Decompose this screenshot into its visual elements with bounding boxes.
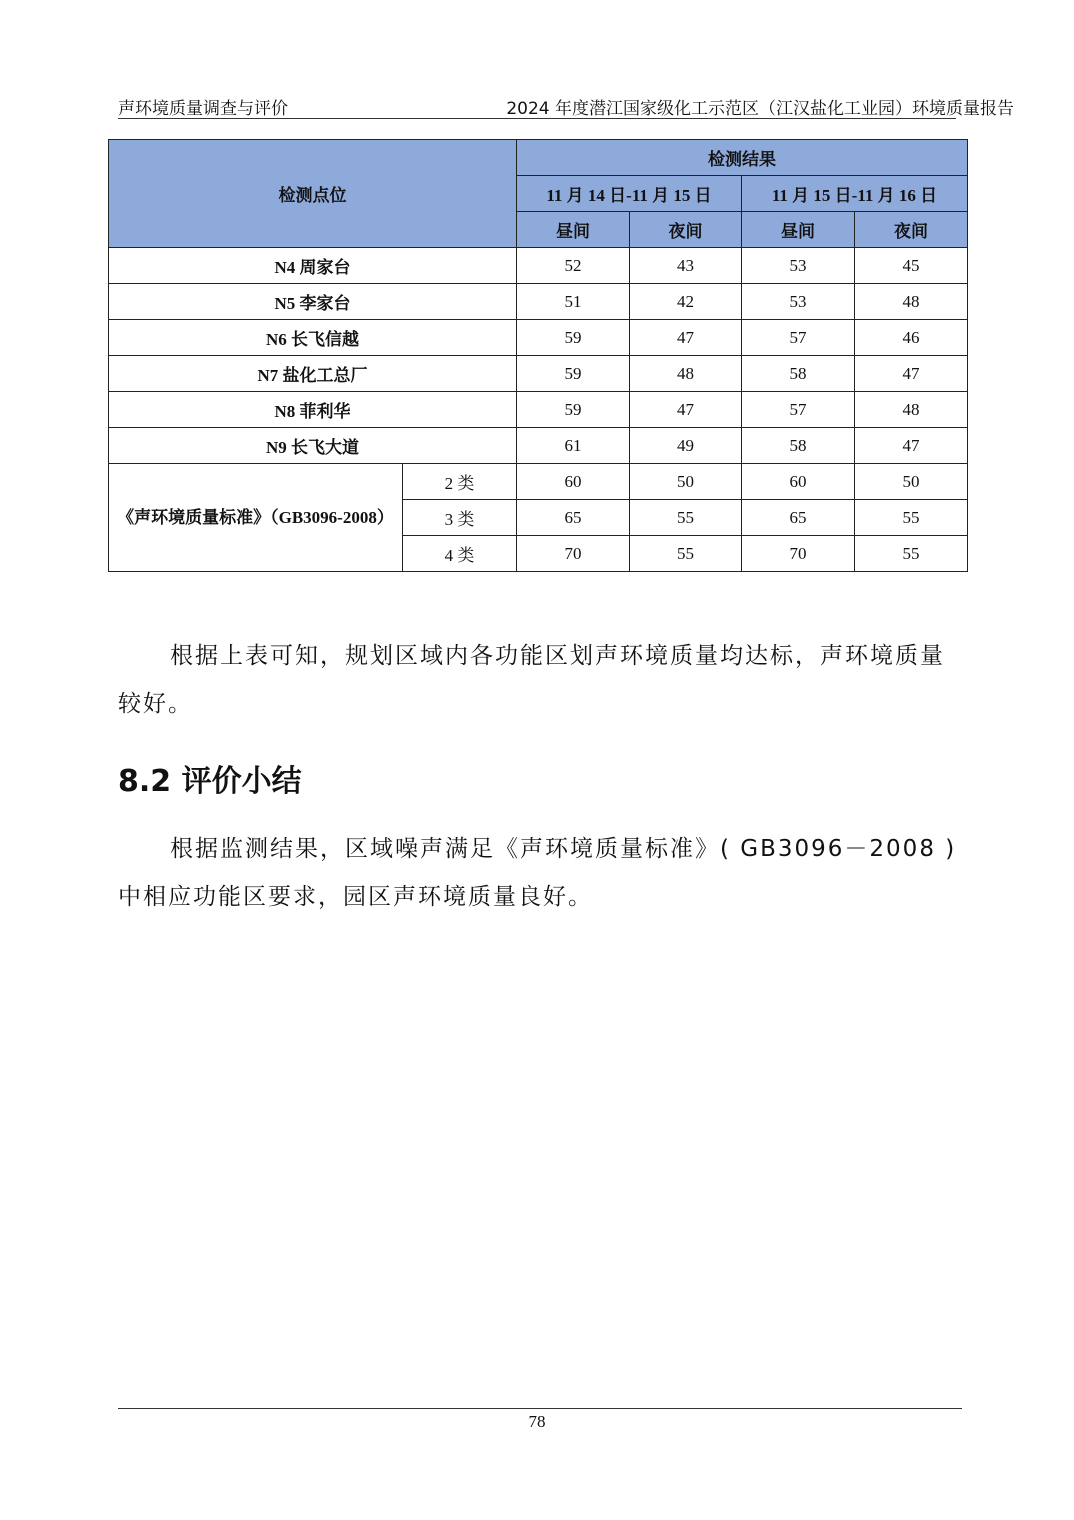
value-cell: 48 — [855, 392, 968, 428]
value-cell: 49 — [630, 428, 742, 464]
value-cell: 48 — [855, 284, 968, 320]
value-cell: 47 — [630, 320, 742, 356]
site-cell: N9 长飞大道 — [109, 428, 517, 464]
value-cell: 55 — [630, 500, 742, 536]
value-cell: 53 — [742, 248, 855, 284]
value-cell: 46 — [855, 320, 968, 356]
table-row — [109, 356, 968, 392]
summary-paragraph: 根据监测结果，区域噪声满足《声环境质量标准》( GB3096－2008 ) 中相应功能区要求，园区声环境质量良好。 — [118, 836, 957, 910]
period-header: 11 月 14 日-11 月 15 日 — [517, 176, 742, 212]
value-cell: 59 — [517, 392, 630, 428]
value-cell: 70 — [742, 536, 855, 572]
result-header: 检测结果 — [517, 140, 968, 176]
header-right-title: 2024 年度潜江国家级化工示范区（江汉盐化工业园）环境质量报告 — [506, 99, 1014, 119]
noise-monitoring-table — [108, 139, 968, 572]
value-cell: 47 — [630, 392, 742, 428]
value-cell: 43 — [630, 248, 742, 284]
section-title: 8.2 评价小结 — [118, 764, 302, 799]
class-cell: 3 类 — [403, 500, 517, 536]
value-cell: 60 — [517, 464, 630, 500]
site-cell: N5 李家台 — [109, 284, 517, 320]
value-cell: 65 — [742, 500, 855, 536]
site-column-header: 检测点位 — [109, 140, 517, 248]
footer-divider — [118, 1408, 962, 1409]
class-cell: 2 类 — [403, 464, 517, 500]
table-row — [109, 464, 968, 500]
value-cell: 58 — [742, 428, 855, 464]
site-cell: N4 周家台 — [109, 248, 517, 284]
day-header: 昼间 — [742, 212, 855, 248]
header-left-title: 声环境质量调查与评价 — [118, 99, 288, 119]
table-row — [109, 284, 968, 320]
page-header — [118, 92, 1014, 119]
value-cell: 57 — [742, 320, 855, 356]
value-cell: 59 — [517, 320, 630, 356]
value-cell: 55 — [630, 536, 742, 572]
value-cell: 53 — [742, 284, 855, 320]
value-cell: 45 — [855, 248, 968, 284]
value-cell: 50 — [855, 464, 968, 500]
value-cell: 51 — [517, 284, 630, 320]
value-cell: 60 — [742, 464, 855, 500]
value-cell: 42 — [630, 284, 742, 320]
value-cell: 55 — [855, 500, 968, 536]
value-cell: 58 — [742, 356, 855, 392]
value-cell: 55 — [855, 536, 968, 572]
value-cell: 48 — [630, 356, 742, 392]
value-cell: 70 — [517, 536, 630, 572]
value-cell: 65 — [517, 500, 630, 536]
class-cell: 4 类 — [403, 536, 517, 572]
conclusion-paragraph: 根据上表可知，规划区域内各功能区划声环境质量均达标，声环境质量较好。 — [118, 643, 945, 717]
value-cell: 50 — [630, 464, 742, 500]
table-row — [109, 392, 968, 428]
value-cell: 47 — [855, 356, 968, 392]
site-cell: N6 长飞信越 — [109, 320, 517, 356]
night-header: 夜间 — [855, 212, 968, 248]
value-cell: 61 — [517, 428, 630, 464]
value-cell: 57 — [742, 392, 855, 428]
value-cell: 47 — [855, 428, 968, 464]
site-cell: N8 菲利华 — [109, 392, 517, 428]
day-header: 昼间 — [517, 212, 630, 248]
table-row — [109, 320, 968, 356]
site-cell: N7 盐化工总厂 — [109, 356, 517, 392]
table-row — [109, 248, 968, 284]
night-header: 夜间 — [630, 212, 742, 248]
period-header: 11 月 15 日-11 月 16 日 — [742, 176, 968, 212]
page-number: 78 — [528, 1412, 546, 1431]
value-cell: 52 — [517, 248, 630, 284]
value-cell: 59 — [517, 356, 630, 392]
table-row — [109, 428, 968, 464]
standard-name-cell: 《声环境质量标准》（GB3096-2008） — [109, 464, 403, 572]
